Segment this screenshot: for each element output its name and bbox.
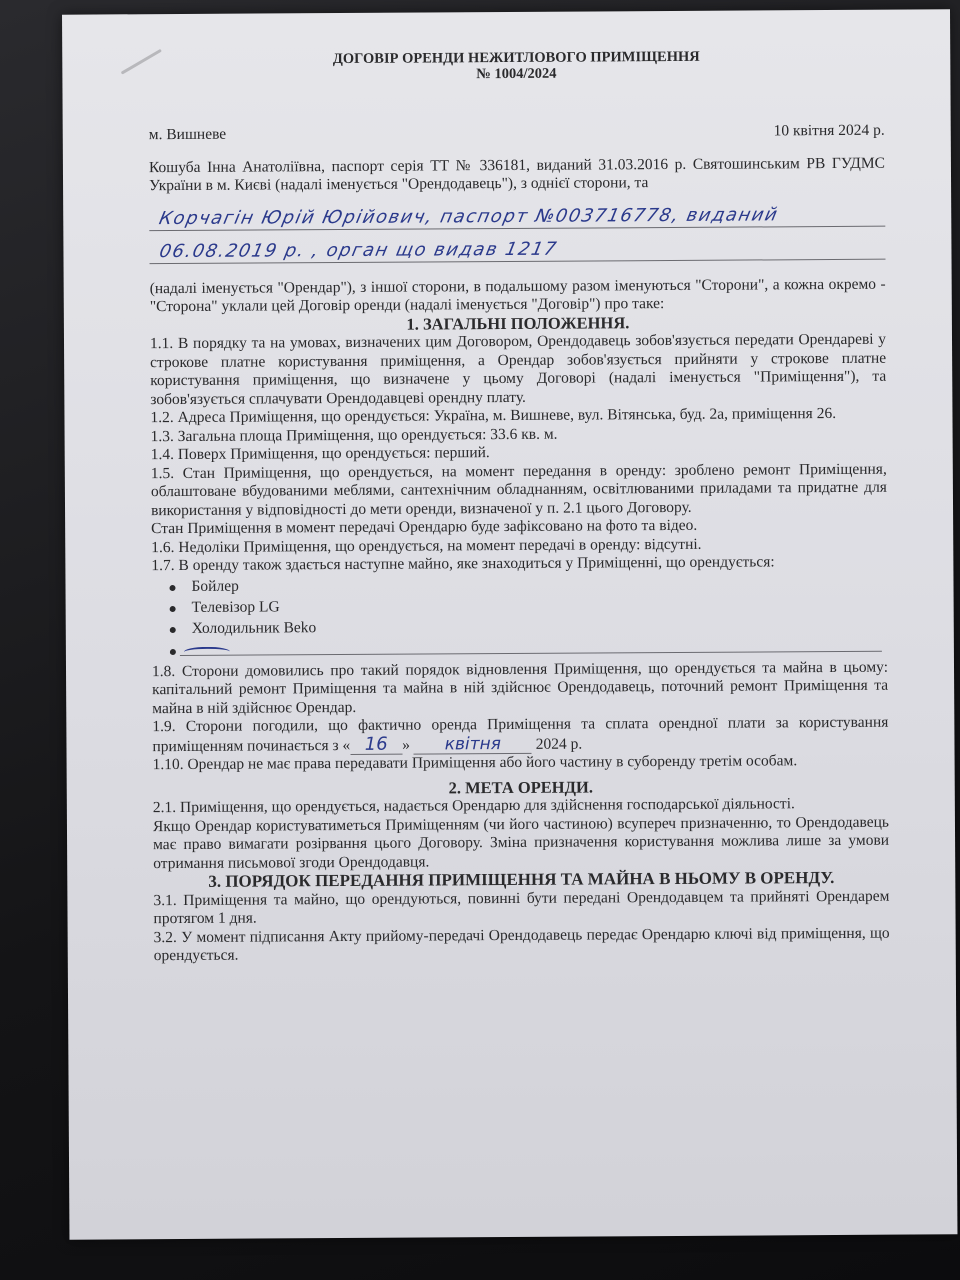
contract-page	[62, 9, 957, 1239]
tenant-paragraph: (надалі іменується "Орендар"), з іншої сторони, в подальшому разом іменуються "Сторони", а кожна окремо - "Сторона" уклали цей Договір оренди (надалі іменується "Договір") про таке:	[149, 275, 886, 316]
list-item: Холодильник Beko	[168, 615, 888, 640]
list-item: Телевізор LG	[168, 594, 888, 619]
clause-1-5-note: Стан Приміщення в момент передачі Орендарю буде зафіксовано на фото та відео.	[151, 516, 698, 538]
section-1-heading: 1. ЗАГАЛЬНІ ПОЛОЖЕННЯ.	[406, 312, 630, 334]
contract-text	[148, 48, 890, 966]
handwritten-month: квітня	[414, 734, 532, 754]
handwritten-day: 16	[350, 735, 402, 755]
clause-1-5: 1.5. Стан Приміщення, що орендується, на момент передання в оренду: зроблено ремонт Приміщення, облаштоване вбудованими меблями, сантехнічним обладнанням, освітлюваними приладами та придатне для використання у відповідності до мети оренди, визначеної у п. 2.1 цього Договору.	[150, 460, 887, 519]
clause-1-4: 1.4. Поверх Приміщення, що орендується: перший.	[150, 444, 490, 464]
handwritten-line-2	[149, 230, 885, 263]
clause-1-10: 1.10. Орендар не має права передавати Приміщення або його частину в суборенду третім особам.	[152, 752, 798, 774]
clause-2-1-note: Якщо Орендар користуватиметься Приміщенням (чи його частиною) всупереч призначенню, то Орендодавець має право вимагати розірвання цього Договору. Зміна призначення користування можлива лише за умови отримання письмової згоди Орендодавця.	[152, 813, 890, 872]
clause-1-6: 1.6. Недоліки Приміщення, що орендується, на момент передачі в оренду: відсутні.	[151, 535, 702, 556]
clause-1-7: 1.7. В оренду також здається наступне майно, яке знаходиться у Приміщенні, що орендується:	[151, 553, 775, 575]
landlord-paragraph: Кошуба Інна Анатоліївна, паспорт серія ТТ № 336181, виданий 31.03.2016 р. Святошинським РВ ГУДМС України в м. Києві (надалі іменується "Орендодавець"), з однієї сторони, та	[148, 154, 885, 195]
section-2-heading: 2. МЕТА ОРЕНДИ.	[448, 776, 593, 797]
place-date-row	[149, 122, 885, 145]
clause-1-9-text: 1.9. Сторони погодили, що фактично оренда Приміщення та сплата орендної плати за користування приміщенням починається з «	[152, 713, 889, 755]
handwritten-line-1	[149, 197, 885, 230]
clause-1-9	[152, 714, 888, 756]
clause-1-9-year: 2024 р.	[535, 735, 583, 753]
blank-list-item	[168, 636, 888, 660]
section-3-heading: 3. ПОРЯДОК ПЕРЕДАННЯ ПРИМІЩЕННЯ ТА МАЙНА В НЬОМУ В ОРЕНДУ.	[208, 868, 835, 891]
list-item: Бойлер	[167, 573, 887, 598]
clause-1-3: 1.3. Загальна площа Приміщення, що орендується: 33.6 кв. м.	[150, 425, 558, 445]
handwritten-passport-date: 06.08.2019 р. , орган що видав 1217	[157, 238, 560, 263]
clause-2-1: 2.1. Приміщення, що орендується, надається Орендарю для здійснення господарської діяльності.	[152, 795, 795, 817]
clause-1-9-quote: »	[402, 736, 410, 754]
clause-3-2: 3.2. У момент підписання Акту прийому-передачі Орендодавець передає Орендарю ключі від приміщення, що орендується.	[153, 924, 890, 965]
city: м. Вишневе	[148, 125, 227, 144]
clause-1-8: 1.8. Сторони домовились про такий порядок відновлення Приміщення, що орендується та майна в цьому: капітальний ремонт Приміщення та майна в ній здійснює Орендодавець, поточний ремонт Приміщення та майна в ній здійснює Орендар.	[151, 658, 889, 717]
clause-1-1: 1.1. В порядку та на умовах, визначених цим Договором, Орендодавець зобов'язується передати Орендареві у строкове платне користування приміщення, а Орендар зобов'язується прийняти у строкове платне користування приміщення, що визначене у цьому Договорі (надалі іменується "Приміщення"), та зобов'язується сплачувати Орендодавцеві орендну плату.	[149, 330, 887, 408]
document-title: ДОГОВІР ОРЕНДИ НЕЖИТЛОВОГО ПРИМІЩЕННЯ	[332, 48, 700, 68]
handwritten-tenant-name: Корчагін Юрій Юрійович, паспорт №003716778, виданий	[157, 204, 781, 230]
contract-date: 10 квітня 2024 р.	[773, 121, 885, 140]
clause-1-2: 1.2. Адреса Приміщення, що орендується: Україна, м. Вишневе, вул. Вітянська, буд. 2а, приміщення 26.	[150, 404, 837, 427]
clause-3-1: 3.1. Приміщення та майно, що орендуються, повинні бути передані Орендодавцем та прийняті Орендарем протягом 1 дня.	[153, 887, 890, 928]
document-number: № 1004/2024	[476, 65, 557, 83]
blank-line	[180, 650, 882, 655]
property-list	[151, 573, 887, 640]
